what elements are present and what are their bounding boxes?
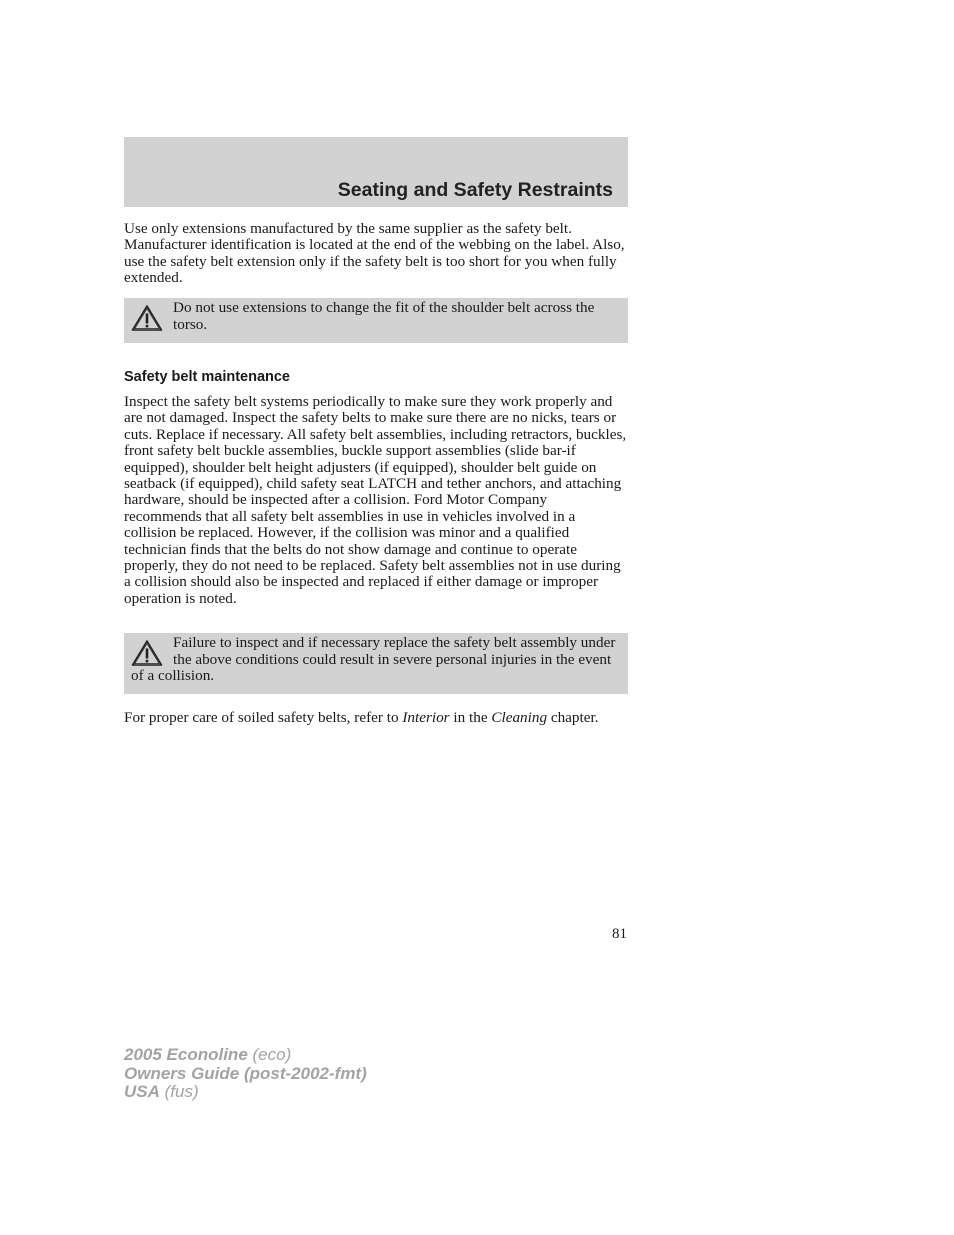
footer-line-2 (124, 1065, 367, 1084)
footer-line-3 (124, 1083, 367, 1102)
header-band (124, 137, 628, 207)
page-title: Seating and Safety Restraints (337, 179, 613, 201)
warning-box-inspection (124, 633, 628, 694)
cleaning-reference: Cleaning (491, 709, 548, 726)
footer (124, 1046, 367, 1102)
care-text: chapter. (547, 709, 599, 726)
footer-line-1 (124, 1046, 367, 1065)
footer-market-code: (fus) (164, 1082, 199, 1101)
warning-triangle-icon (131, 639, 163, 667)
footer-model: 2005 Econoline (124, 1045, 248, 1064)
warning-text-inspection: Failure to inspect and if necessary replace the safety belt assembly under the above conditions could result in severe personal injuries in the event of a collision. (131, 634, 616, 685)
care-text: in the (449, 709, 492, 726)
page-number: 81 (612, 926, 627, 942)
care-text: For proper care of soiled safety belts, refer to (124, 709, 403, 726)
footer-model-code: (eco) (252, 1045, 292, 1064)
warning-triangle-icon (131, 304, 163, 332)
care-paragraph (124, 710, 628, 726)
footer-guide: Owners Guide (post-2002-fmt) (124, 1063, 367, 1083)
footer-market: USA (124, 1082, 160, 1101)
section-heading: Safety belt maintenance (124, 369, 290, 385)
warning-text-extensions: Do not use extensions to change the fit of the shoulder belt across the torso. (173, 299, 595, 333)
interior-reference: Interior (402, 709, 450, 726)
maintenance-paragraph: Inspect the safety belt systems periodically to make sure they work properly and are not damaged. Inspect the safety belts to make sure there are no nicks, tears or cuts. Replace if necessary. All safety belt assemblies, including retractors, buckles, front safety belt buckle assemblies, buckle support assemblies (slide bar-if equipped), shoulder belt height adjusters (if equipped), shoulder belt guide on seatback (if equipped), child safety seat LATCH and tether anchors, and attaching hardware, should be inspected after a collision. Ford Motor Company recommends that all safety belt assemblies in use in vehicles involved in a collision be replaced. However, if the collision was minor and a qualified technician finds that the belts do not show damage and continue to operate properly, they do not need to be replaced. Safety belt assemblies not in use during a collision should also be inspected and replaced if either damage or improper operation is noted. (124, 393, 627, 607)
extension-paragraph: Use only extensions manufactured by the same supplier as the safety belt. Manufacturer identification is located at the end of the webbing on the label. Also, use the safety belt extension only if the safety belt is too short for you when fully extended. (124, 220, 625, 287)
warning-box-extensions (124, 298, 628, 343)
